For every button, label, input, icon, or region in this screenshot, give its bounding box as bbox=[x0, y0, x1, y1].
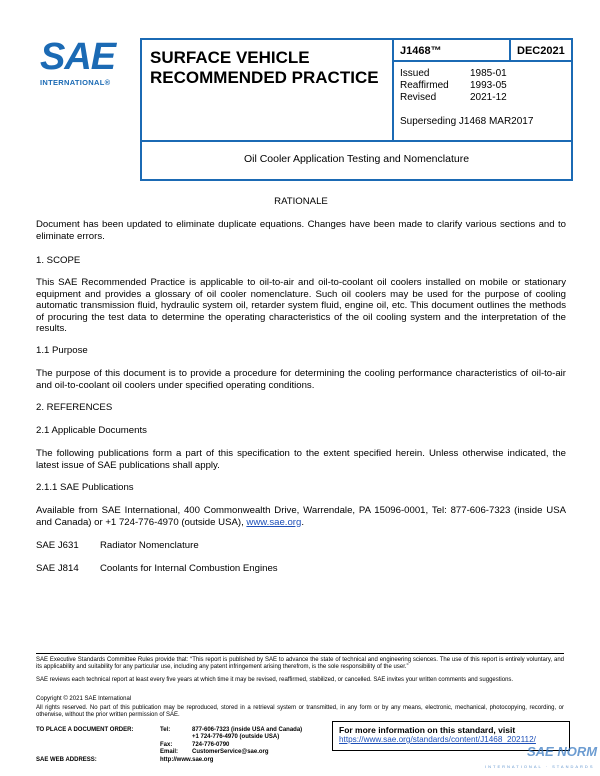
superseding-note: Superseding J1468 MAR2017 bbox=[400, 116, 534, 127]
document-title: Oil Cooler Application Testing and Nomenclature bbox=[142, 140, 571, 179]
reference-code: SAE J631 bbox=[36, 540, 79, 551]
order-label: TO PLACE A DOCUMENT ORDER: bbox=[36, 727, 134, 733]
sae-publications-heading: 2.1.1 SAE Publications bbox=[36, 482, 134, 493]
reaffirmed-value: 1993-05 bbox=[470, 80, 507, 91]
rationale-heading: RATIONALE bbox=[274, 196, 328, 207]
sae-publications-body: Available from SAE International, 400 Commonwealth Drive, Warrendale, PA 15096-0001, Tel: 877-606-7323 (inside USA and Canada) or +1 724-776-4970 (outside USA), bbox=[36, 505, 566, 528]
reaffirmed-label: Reaffirmed bbox=[400, 80, 449, 91]
email-value[interactable]: CustomerService@sae.org bbox=[192, 749, 269, 756]
document-date: DEC2021 bbox=[511, 40, 571, 62]
scope-text: This SAE Recommended Practice is applicable to oil-to-air and oil-to-coolant oil coolers installed on mobile or stationary equipment and provides a glossary of oil cooler nomenclature. Such oil coolers may be used for the purpose of cooling automatic transmission fluid, hydraulic system oil, retarder system fluid, engine oil, etc. This document outlines the methods of procuring the test data to determine the operating characteristics of the oil cooling system and the interpretation of the results. bbox=[36, 277, 566, 335]
fax-value: 724-776-0790 bbox=[192, 741, 230, 748]
more-info-link[interactable]: https://www.sae.org/standards/content/J1468_202112/ bbox=[339, 735, 536, 744]
sae-publications-text bbox=[36, 505, 566, 528]
footer-divider bbox=[36, 653, 564, 654]
rationale-text: Document has been updated to eliminate duplicate equations. Changes have been made to clarify various sections and to eliminate errors. bbox=[36, 219, 566, 242]
document-header bbox=[140, 38, 573, 181]
purpose-text: The purpose of this document is to provide a procedure for determining the cooling performance characteristics of oil-to-air and oil-to-coolant oil coolers under specified operating conditions. bbox=[36, 368, 566, 391]
order-contacts bbox=[160, 727, 302, 757]
document-history bbox=[394, 62, 571, 140]
email-label: Email: bbox=[160, 749, 179, 756]
scope-heading: 1. SCOPE bbox=[36, 255, 81, 266]
issued-label: Issued bbox=[400, 68, 430, 79]
web-address-value[interactable]: http://www.sae.org bbox=[160, 757, 214, 763]
purpose-heading: 1.1 Purpose bbox=[36, 345, 88, 356]
footer-rules: SAE Executive Standards Committee Rules provide that: “This report is published by SAE to advance the state of technical and engineering sciences. The use of this report is entirely voluntary, and its applicability and suitability for any particular use, including any patent infringement arising therefrom, is the sole responsibility of the user.” bbox=[36, 657, 564, 671]
watermark-subtext: INTERNATIONAL · STANDARDS bbox=[485, 764, 595, 769]
document-type-line1: SURFACE VEHICLE bbox=[150, 48, 310, 67]
revised-row bbox=[400, 92, 571, 104]
logo-sae-text: SAE bbox=[40, 36, 116, 78]
tel-label: Tel: bbox=[160, 727, 171, 733]
reference-item bbox=[36, 540, 199, 551]
footer-copyright: Copyright © 2021 SAE International bbox=[36, 696, 132, 702]
reference-title: Coolants for Internal Combustion Engines bbox=[100, 563, 278, 574]
tel2-value: +1 724-776-4970 (outside USA) bbox=[192, 734, 280, 741]
logo-international-text: INTERNATIONAL® bbox=[40, 78, 111, 87]
reference-item bbox=[36, 563, 278, 574]
revised-value: 2021-12 bbox=[470, 92, 507, 103]
footer-rights: All rights reserved. No part of this publication may be reproduced, stored in a retrieval system or transmitted, in any form or by any means, electronic, mechanical, photocopying, recording, or otherwise, without the prior written permission of SAE. bbox=[36, 705, 564, 719]
tel-value: 877-606-7323 (inside USA and Canada) bbox=[192, 727, 303, 733]
more-info-title: For more information on this standard, visit bbox=[339, 725, 516, 735]
reference-code: SAE J814 bbox=[36, 563, 79, 574]
watermark-text: SAE NORM bbox=[527, 744, 598, 759]
revised-label: Revised bbox=[400, 92, 437, 103]
sae-website-link[interactable]: www.sae.org bbox=[246, 516, 302, 528]
reference-title: Radiator Nomenclature bbox=[100, 540, 199, 551]
issued-row bbox=[400, 68, 571, 80]
reaffirmed-row bbox=[400, 80, 571, 92]
issued-value: 1985-01 bbox=[470, 68, 507, 79]
applicable-documents-heading: 2.1 Applicable Documents bbox=[36, 425, 147, 436]
period: . bbox=[301, 516, 304, 528]
document-type-line2: RECOMMENDED PRACTICE bbox=[150, 68, 379, 87]
references-heading: 2. REFERENCES bbox=[36, 402, 113, 413]
footer-review: SAE reviews each technical report at least every five years at which time it may be revised, reaffirmed, stabilized, or cancelled. SAE invites your written comments and suggestions. bbox=[36, 677, 514, 683]
fax-label: Fax: bbox=[160, 741, 173, 748]
document-number: J1468™ bbox=[394, 40, 511, 62]
document-type bbox=[142, 40, 394, 140]
applicable-documents-text: The following publications form a part of this specification to the extent specified herein. Unless otherwise indicated, the latest issue of SAE publications shall apply. bbox=[36, 448, 566, 471]
sae-logo bbox=[40, 38, 120, 87]
web-address-label: SAE WEB ADDRESS: bbox=[36, 757, 97, 763]
